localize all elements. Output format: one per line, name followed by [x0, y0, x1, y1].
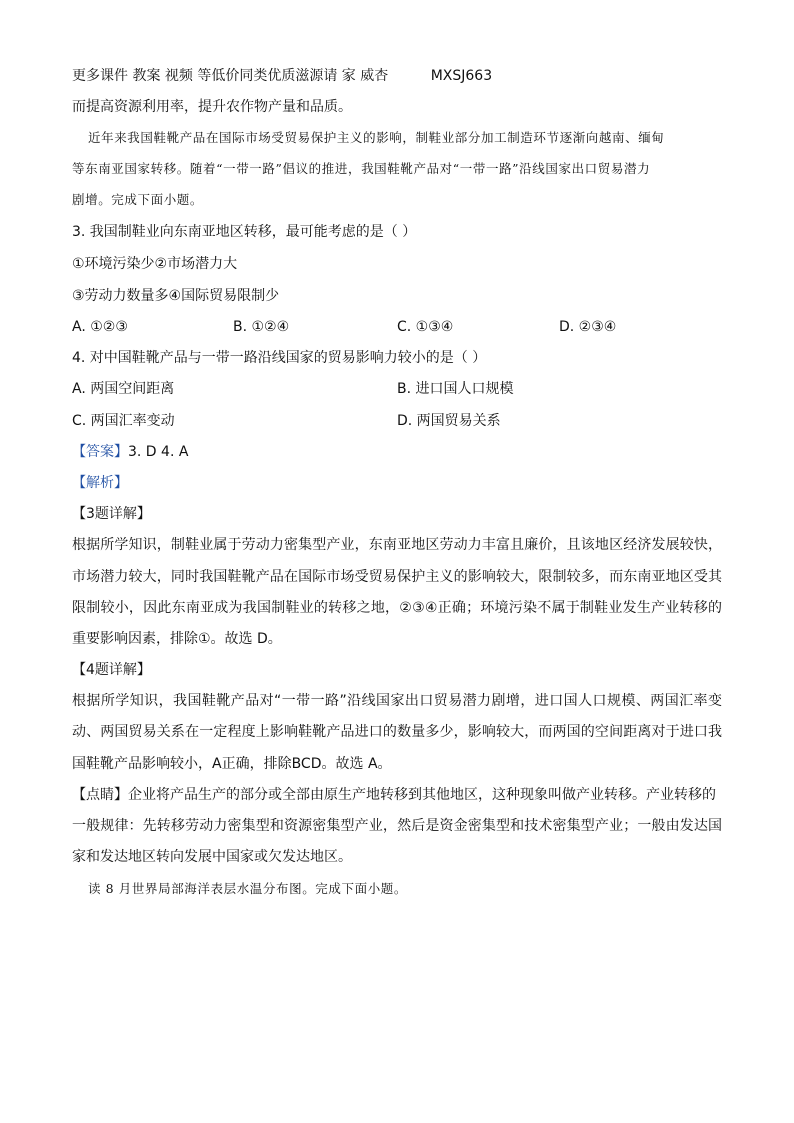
- option-a: A. 两国空间距离: [72, 381, 175, 397]
- question-3-stem: 3. 我国制鞋业向东南亚地区转移，最可能考虑的是（ ）: [72, 224, 417, 240]
- promo-code: MXSJ663: [430, 68, 493, 84]
- tip-row: [72, 785, 722, 805]
- detail-4-line: 国鞋靴产品影响较小，A正确，排除BCD。故选 A。: [72, 756, 392, 772]
- material-line: 近年来我国鞋靴产品在国际市场受贸易保护主义的影响，制鞋业部分加工制造环节逐渐向越南、缅甸: [88, 130, 665, 145]
- promo-text: 更多课件 教案 视频 等低价同类优质滋源请 家 威杏: [72, 68, 389, 84]
- detail-4-label: 【4题详解】: [72, 662, 151, 678]
- material-line: 剧增。完成下面小题。: [72, 192, 204, 207]
- question-3-statement: ①环境污染少②市场潜力大: [72, 256, 238, 272]
- detail-4-line: 根据所学知识，我国鞋靴产品对“一带一路”沿线国家出口贸易潜力剧增，进口国人口规模、两国汇率变: [72, 693, 722, 709]
- option-d: D. ②③④: [559, 319, 617, 335]
- tip-line: 企业将产品生产的部分或全部由原生产地转移到其他地区，这种现象叫做产业转移。产业转移的: [128, 787, 716, 803]
- tip-line: 家和发达地区转向发展中国家或欠发达地区。: [72, 849, 352, 865]
- detail-3-line: 限制较小，因此东南亚成为我国制鞋业的转移之地，②③④正确；环境污染不属于制鞋业发生产业转移的: [72, 600, 722, 616]
- option-b: B. ①②④: [233, 319, 290, 335]
- option-c: C. ①③④: [397, 319, 454, 335]
- material-line: 等东南亚国家转移。随着“一带一路”倡议的推进，我国鞋靴产品对“一带一路”沿线国家出口贸易潜力: [72, 161, 651, 176]
- detail-3-line: 市场潜力较大，同时我国鞋靴产品在国际市场受贸易保护主义的影响较大，限制较多，而东南亚地区受其: [72, 569, 722, 585]
- option-a: A. ①②③: [72, 319, 128, 335]
- question-4-stem: 4. 对中国鞋靴产品与一带一路沿线国家的贸易影响力较小的是（ ）: [72, 350, 487, 366]
- detail-3-line: 重要影响因素，排除①。故选 D。: [72, 631, 282, 647]
- detail-3-label: 【3题详解】: [72, 506, 151, 522]
- answer-row: [72, 442, 188, 462]
- tip-label: 【点睛】: [72, 787, 128, 803]
- question-3-statement: ③劳动力数量多④国际贸易限制少: [72, 288, 280, 304]
- option-d: D. 两国贸易关系: [397, 413, 501, 429]
- option-c: C. 两国汇率变动: [72, 413, 175, 429]
- next-material-intro: 读 8 月世界局部海洋表层水温分布图。完成下面小题。: [88, 881, 408, 896]
- option-b: B. 进口国人口规模: [397, 381, 514, 397]
- text-line: 而提高资源利用率，提升农作物产量和品质。: [72, 99, 352, 115]
- analysis-label: 【解析】: [72, 475, 128, 491]
- answer-text: 3. D 4. A: [128, 444, 189, 460]
- detail-3-line: 根据所学知识，制鞋业属于劳动力密集型产业，东南亚地区劳动力丰富且廉价，且该地区经济发展较快，: [72, 537, 722, 553]
- detail-4-line: 动、两国贸易关系在一定程度上影响鞋靴产品进口的数量多少，影响较大，而两国的空间距离对于进口我: [72, 724, 722, 740]
- answer-label: 【答案】: [72, 444, 128, 460]
- tip-line: 一般规律：先转移劳动力密集型和资源密集型产业，然后是资金密集型和技术密集型产业；一般由发达国: [72, 818, 722, 834]
- promo-header: [72, 66, 492, 86]
